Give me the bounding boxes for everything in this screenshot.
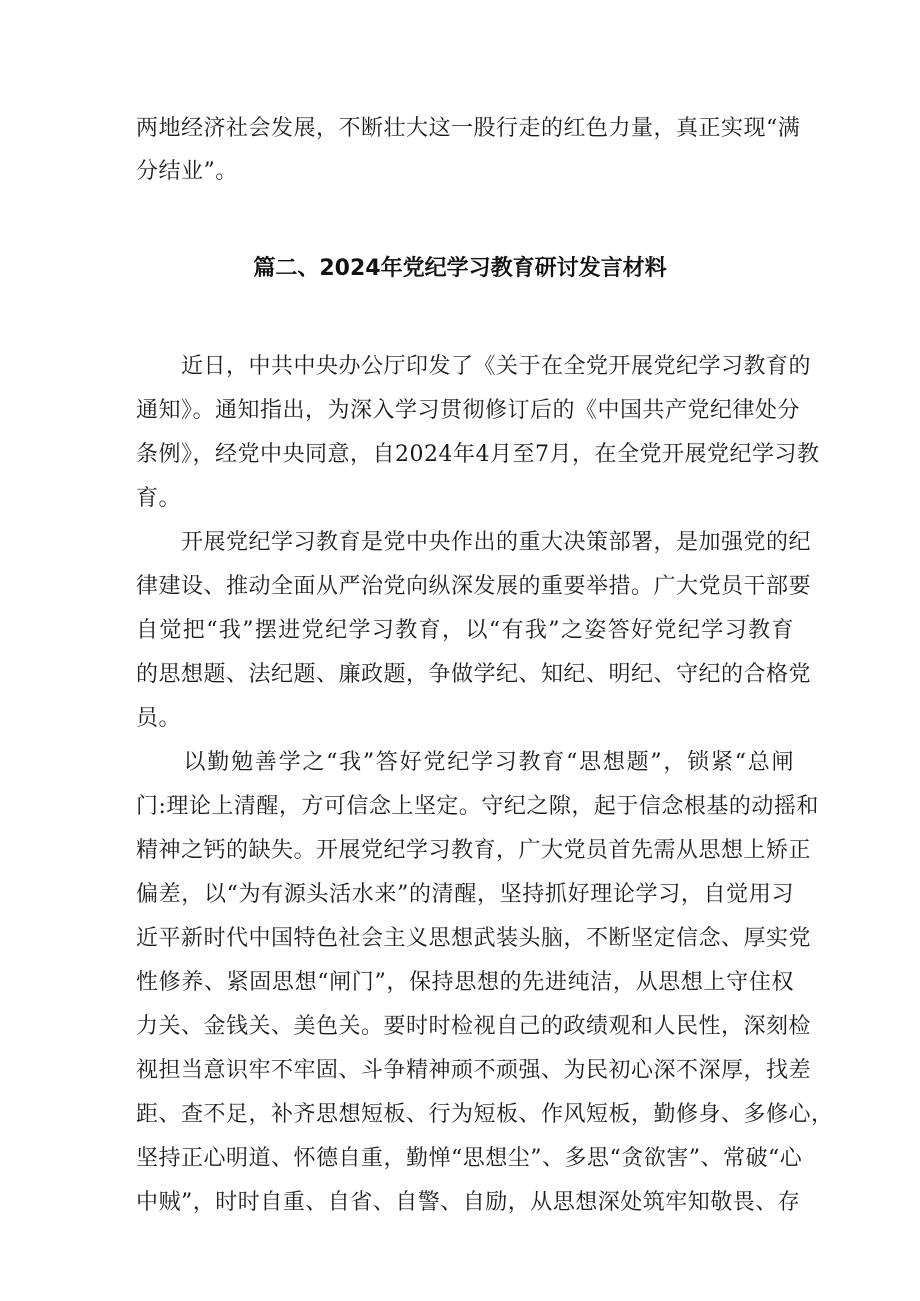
paragraph-3-line-11: 中贼”，时时自重、自省、自警、自励，从思想深处筑牢知敬畏、存 [136, 1190, 801, 1215]
paragraph-3-line-6: 性修养、紧固思想“闸门”，保持思想的先进纯洁，从思想上守住权 [136, 970, 794, 995]
paragraph-2-line-5: 员。 [136, 706, 182, 731]
paragraph-1-line-4: 育。 [136, 486, 182, 511]
paragraph-1-line-3: 条例》，经党中央同意，自2024年4月至7月，在全党开展党纪学习教 [136, 442, 820, 467]
paragraph-2-line-2: 律建设、推动全面从严治党向纵深发展的重要举措。广大党员干部要 [136, 574, 812, 599]
paragraph-3-line-3: 精神之钙的缺失。开展党纪学习教育，广大党员首先需从思想上矫正 [136, 838, 812, 863]
intro-line-1: 两地经济社会发展，不断壮大这一股行走的红色力量，真正实现“满 [136, 116, 801, 141]
paragraph-3-line-1: 以勤勉善学之“我”答好党纪学习教育“思想题”，锁紧“总闸 [136, 750, 794, 775]
paragraph-3-line-8: 视担当意识牢不牢固、斗争精神顽不顽强、为民初心深不深厚，找差 [136, 1058, 812, 1083]
paragraph-3-line-7: 力关、金钱关、美色关。要时时检视自己的政绩观和人民性，深刻检 [136, 1014, 812, 1039]
paragraph-3-line-10: 坚持正心明道、怀德自重，勤惮“思想尘”、多思“贪欲害”、常破“心 [136, 1146, 803, 1171]
intro-line-2: 分结业”。 [136, 159, 238, 184]
paragraph-2-line-1: 开展党纪学习教育是党中央作出的重大决策部署，是加强党的纪 [136, 530, 812, 555]
paragraph-1-line-1: 近日，中共中央办公厅印发了《关于在全党开展党纪学习教育的 [136, 354, 812, 379]
paragraph-2-line-4: 的思想题、法纪题、廉政题，争做学纪、知纪、明纪、守纪的合格党 [136, 662, 812, 687]
paragraph-3-line-2: 门:理论上清醒，方可信念上坚定。守纪之隙，起于信念根基的动摇和 [136, 794, 819, 819]
paragraph-3-line-4: 偏差，以“为有源头活水来”的清醒，坚持抓好理论学习，自觉用习 [136, 882, 794, 907]
paragraph-3-line-5: 近平新时代中国特色社会主义思想武装头脑，不断坚定信念、厚实党 [136, 926, 812, 951]
paragraph-3-line-9: 距、查不足，补齐思想短板、行为短板、作风短板，勤修身、多修心， [136, 1102, 834, 1127]
paragraph-2-line-3: 自觉把“我”摆进党纪学习教育，以“有我”之姿答好党纪学习教育 [136, 618, 794, 643]
section-title: 篇二、2024年党纪学习教育研讨发言材料 [253, 256, 667, 281]
paragraph-1-line-2: 通知》。通知指出，为深入学习贯彻修订后的《中国共产党纪律处分 [136, 398, 801, 423]
